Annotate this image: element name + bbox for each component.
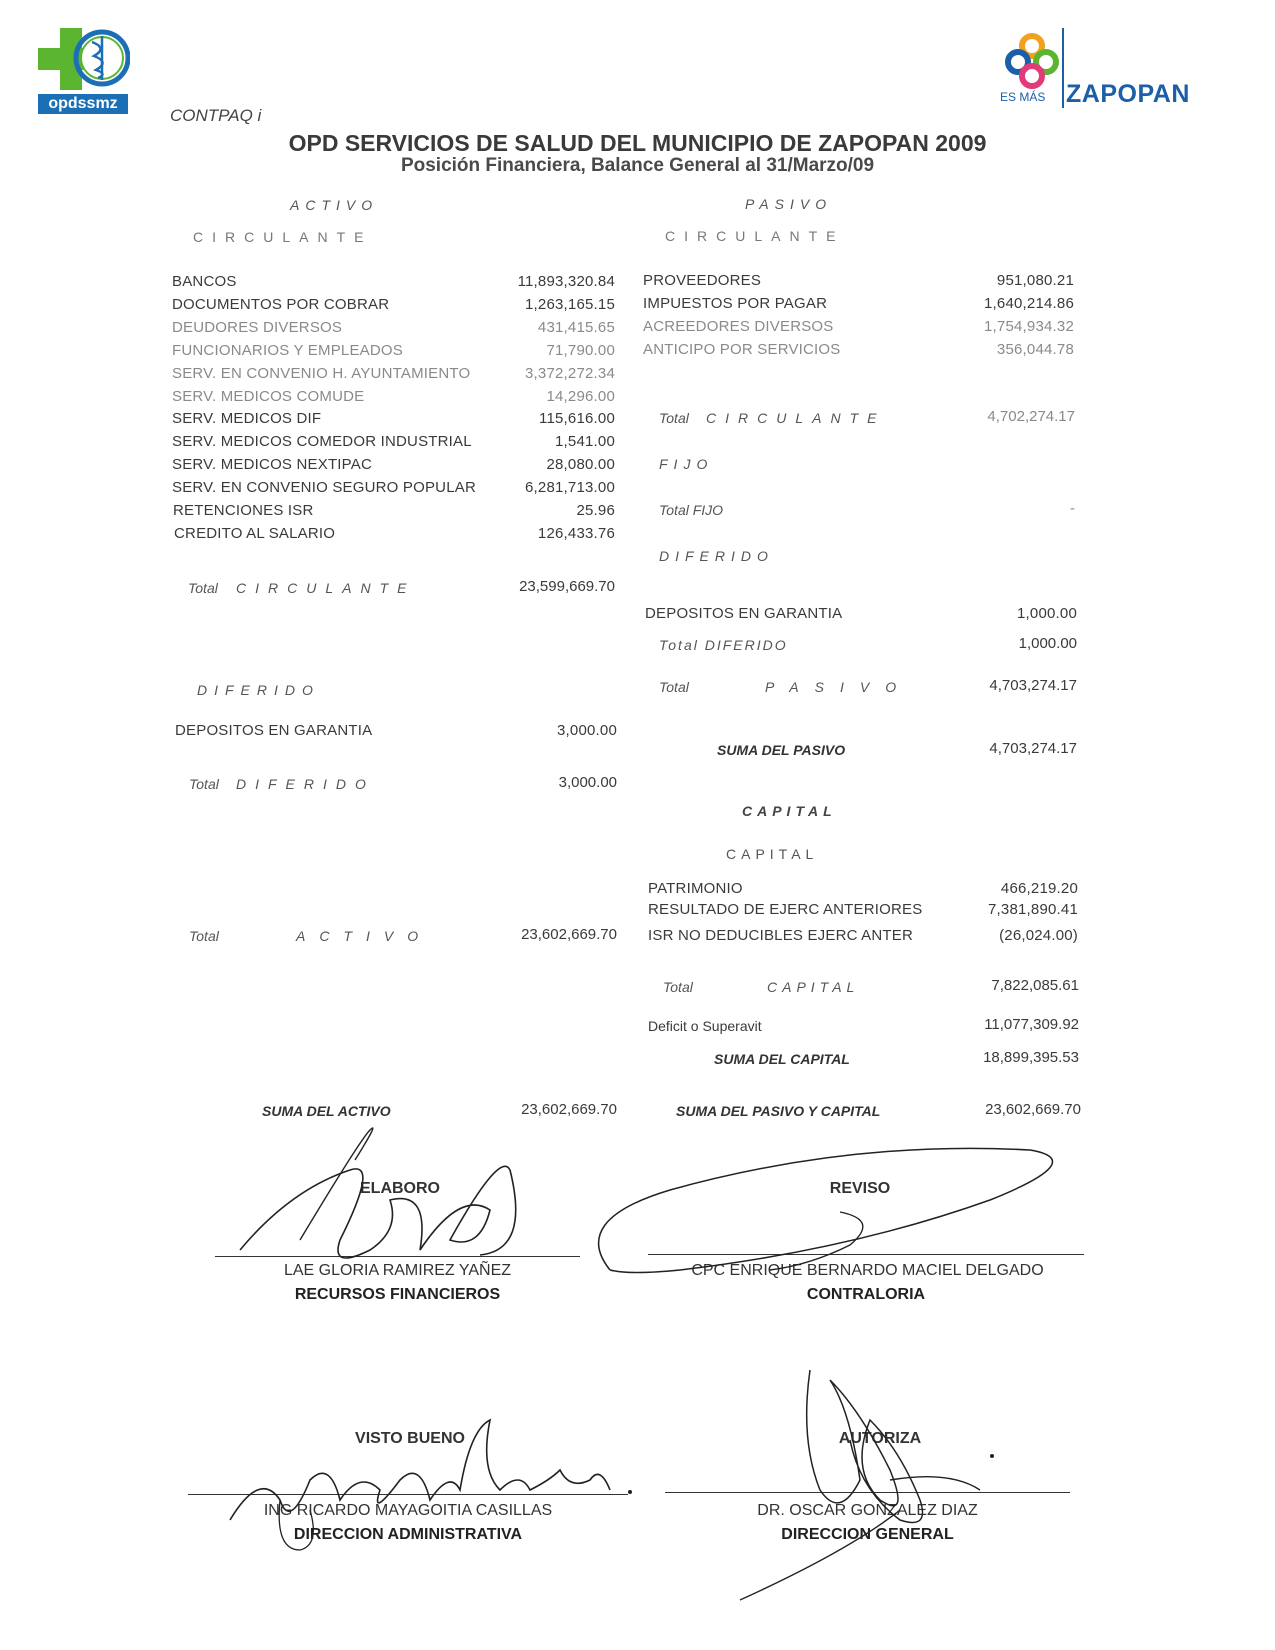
signature-role-visto-bueno: VISTO BUENO [355, 1430, 465, 1447]
pasivo-total-pasivo-name: PASIVO [765, 679, 913, 695]
activo-circulante-heading: CIRCULANTE [193, 229, 373, 245]
signature-role-elaboro: ELABORO [360, 1180, 440, 1197]
pasivo-total-pasivo-label: Total [659, 679, 689, 695]
pasivo-total-circulante-value: 4,702,274.17 [987, 408, 1075, 425]
pasivo-fijo-heading: FIJO [659, 456, 714, 472]
signature-name-elaboro: LAE GLORIA RAMIREZ YAÑEZ [283, 1262, 512, 1279]
suma-pasivo-label: SUMA DEL PASIVO [717, 742, 846, 758]
signature-dept-reviso: CONTRALORIA [806, 1286, 926, 1303]
signature-name-visto-bueno: ING RICARDO MAYAGOITIA CASILLAS [263, 1502, 553, 1519]
activo-diferido-heading: DIFERIDO [197, 682, 320, 698]
medical-cross-icon [38, 22, 130, 94]
signature-name-autoriza: DR. OSCAR GONZALEZ DIAZ [757, 1502, 978, 1519]
signature-dept-autoriza: DIRECCION GENERAL [781, 1526, 954, 1543]
pasivo-total-circulante-name: CIRCULANTE [706, 410, 886, 426]
activo-total-circulante-value: 23,599,669.70 [519, 578, 615, 595]
signature-scribble-visto-bueno [220, 1410, 640, 1560]
activo-total-diferido-name: DIFERIDO [236, 776, 375, 792]
suma-capital-label: SUMA DEL CAPITAL [714, 1051, 850, 1067]
signature-role-autoriza: AUTORIZA [838, 1430, 922, 1447]
suma-activo-label: SUMA DEL ACTIVO [262, 1103, 391, 1119]
pasivo-diferido-heading: DIFERIDO [659, 548, 774, 564]
pasivo-total-diferido-value: 1,000.00 [1018, 635, 1077, 652]
opdssmz-logo [38, 22, 130, 116]
suma-pasivo-capital-value: 23,602,669.70 [985, 1101, 1081, 1118]
signature-dept-visto-bueno: DIRECCION ADMINISTRATIVA [293, 1526, 523, 1543]
system-name: CONTPAQ i [170, 106, 262, 125]
suma-activo-value: 23,602,669.70 [521, 1101, 617, 1118]
pasivo-heading: PASIVO [745, 196, 833, 212]
pasivo-total-diferido-label: Total DIFERIDO [659, 637, 788, 653]
capital-total-label: Total [663, 979, 693, 995]
capital-subheading: CAPITAL [726, 846, 819, 862]
deficit-value: 11,077,309.92 [984, 1016, 1079, 1033]
suma-pasivo-capital-label: SUMA DEL PASIVO Y CAPITAL [676, 1103, 881, 1119]
suma-pasivo-value: 4,703,274.17 [989, 740, 1077, 757]
capital-total-name: CAPITAL [767, 979, 860, 995]
zapopan-prefix: ES MÁS [1000, 90, 1046, 104]
signature-scribble-reviso [590, 1140, 1070, 1280]
deficit-label: Deficit o Superavit [648, 1018, 762, 1034]
signature-scribble-autoriza [740, 1350, 1000, 1610]
activo-total-activo-name: ACTIVO [296, 928, 433, 944]
activo-total-circulante-label: Total [188, 580, 218, 596]
signature-name-reviso: CPC ENRIQUE BERNARDO MACIEL DELGADO [691, 1262, 1044, 1279]
zapopan-flower-icon [1002, 32, 1062, 92]
activo-total-diferido-value: 3,000.00 [558, 774, 617, 791]
activo-heading: ACTIVO [290, 197, 379, 213]
activo-total-circulante-name: CIRCULANTE [236, 580, 416, 596]
pasivo-total-pasivo-value: 4,703,274.17 [989, 677, 1077, 694]
pasivo-total-circulante-label: Total [659, 410, 689, 426]
zapopan-logo [1000, 28, 1200, 108]
zapopan-name: ZAPOPAN [1066, 80, 1190, 108]
capital-heading: CAPITAL [742, 803, 837, 819]
suma-capital-value: 18,899,395.53 [983, 1049, 1079, 1066]
page-subtitle: Posición Financiera, Balance General al 31/Marzo/09 [400, 155, 875, 176]
activo-total-activo-label: Total [189, 928, 219, 944]
activo-total-diferido-label: Total [189, 776, 219, 792]
pasivo-total-fijo-value: - [1070, 500, 1075, 517]
signature-role-reviso: REVISO [829, 1180, 891, 1197]
page-title: OPD SERVICIOS DE SALUD DEL MUNICIPIO DE ZAPOPAN 2009 [288, 130, 987, 156]
pasivo-total-fijo-label: Total FIJO [659, 502, 724, 518]
pasivo-circulante-heading: CIRCULANTE [665, 228, 845, 244]
activo-total-activo-value: 23,602,669.70 [521, 926, 617, 943]
opdssmz-logo-text: opdssmz [38, 94, 128, 114]
signature-dept-elaboro: RECURSOS FINANCIEROS [294, 1286, 501, 1303]
zapopan-separator [1062, 28, 1064, 108]
capital-total-value: 7,822,085.61 [991, 977, 1079, 994]
signature-scribble-elaboro [230, 1130, 550, 1270]
